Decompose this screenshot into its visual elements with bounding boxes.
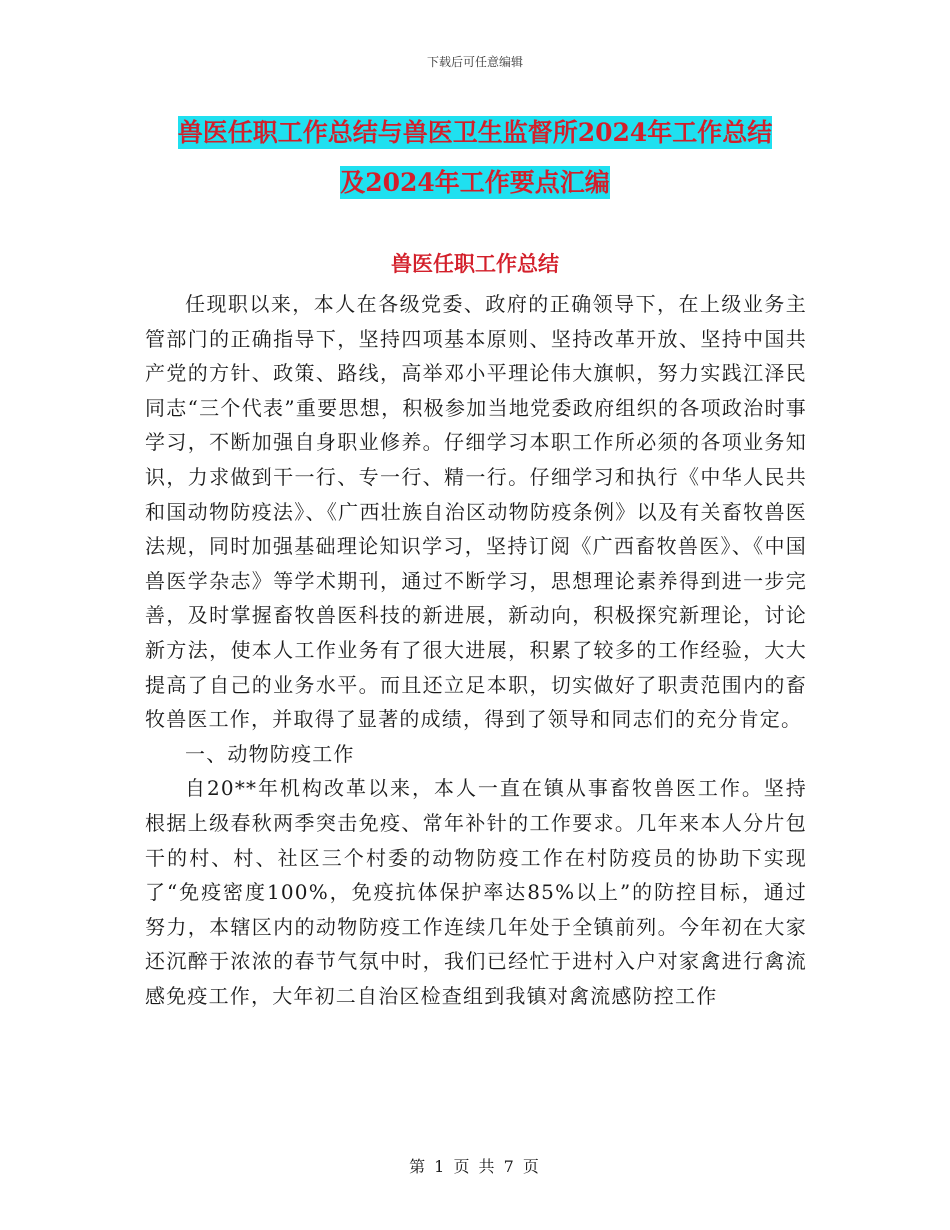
document-title xyxy=(0,108,950,208)
section-title: 兽医任职工作总结 xyxy=(391,251,559,276)
paragraph-heading: 一、动物防疫工作 xyxy=(185,741,355,766)
page-footer: 第 1 页 共 7 页 xyxy=(409,1157,541,1176)
page-header: 下载后可任意编辑 xyxy=(426,55,523,69)
body-text xyxy=(145,287,807,1013)
paragraph: 自20**年机构改革以来，本人一直在镇从事畜牧兽医工作。坚持根据上级春秋两季突击免疫、常年补针的工作要求。几年来本人分片包干的村、村、社区三个村委的动物防疫工作在村防疫员的协助下实现了“免疫密度100%，免疫抗体保护率达85%以上”的防控目标，通过努力，本辖区内的动物防疫工作连续几年处于全镇前列。今年初在大家还沉醉于浓浓的春节气氛中时，我们已经忙于进村入户对家禽进行禽流感免疫工作，大年初二自治区检查组到我镇对禽流感防控工作 xyxy=(145,776,807,1008)
document-title-line-2: 及2024年工作要点汇编 xyxy=(340,168,610,197)
document-title-line-1: 兽医任职工作总结与兽医卫生监督所2024年工作总结 xyxy=(177,118,773,147)
paragraph: 任现职以来，本人在各级党委、政府的正确领导下，在上级业务主管部门的正确指导下，坚持四项基本原则、坚持改革开放、坚持中国共产党的方针、政策、路线，高举邓小平理论伟大旗帜，努力实践江泽民同志“三个代表”重要思想，积极参加当地党委政府组织的各项政治时事学习，不断加强自身职业修养。仔细学习本职工作所必须的各项业务知识，力求做到干一行、专一行、精一行。仔细学习和执行《中华人民共和国动物防疫法》、《广西壮族自治区动物防疫条例》以及有关畜牧兽医法规，同时加强基础理论知识学习，坚持订阅《广西畜牧兽医》、《中国兽医学杂志》等学术期刊，通过不断学习，思想理论素养得到进一步完善，及时掌握畜牧兽医科技的新进展，新动向，积极探究新理论，讨论新方法，使本人工作业务有了很大进展，积累了较多的工作经验，大大提高了自己的业务水平。而且还立足本职，切实做好了职责范围内的畜牧兽医工作，并取得了显著的成绩，得到了领导和同志们的充分肯定。 xyxy=(145,292,807,732)
